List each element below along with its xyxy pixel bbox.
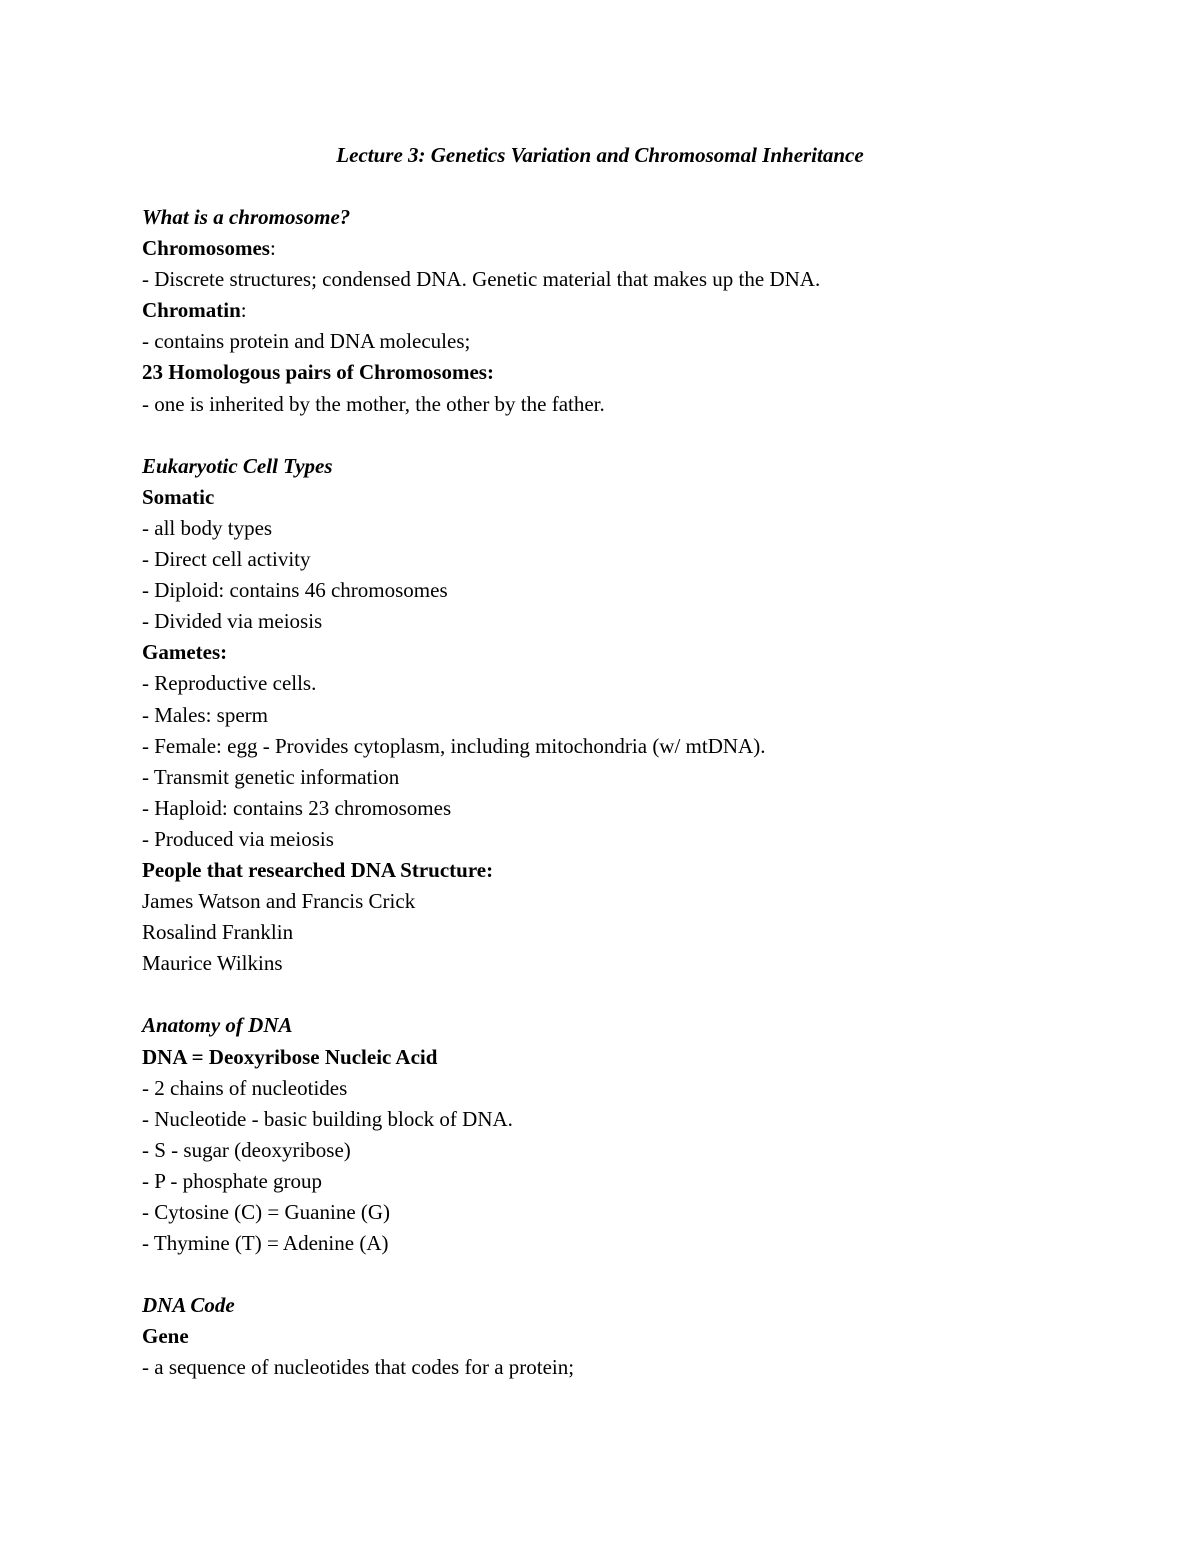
list-item: - Nucleotide - basic building block of DNA. xyxy=(142,1106,513,1131)
document-body xyxy=(142,202,1102,1384)
term-somatic: Somatic xyxy=(142,484,215,509)
term-line-chromosomes xyxy=(142,233,1102,264)
term-chromatin: Chromatin xyxy=(142,298,241,323)
list-item: - Cytosine (C) = Guanine (G) xyxy=(142,1200,391,1224)
section-heading-dna-code: DNA Code xyxy=(142,1293,235,1318)
list-item: - Reproductive cells. xyxy=(142,671,317,696)
term-chromosomes: Chromosomes xyxy=(142,236,270,261)
term-homologous-pairs: 23 Homologous pairs of Chromosomes: xyxy=(142,360,494,385)
list-item: - Divided via meiosis xyxy=(142,609,323,634)
researcher-name: James Watson and Francis Crick xyxy=(142,889,416,914)
document-title: Lecture 3: Genetics Variation and Chromosomal Inheritance xyxy=(336,143,864,167)
researcher-name: Maurice Wilkins xyxy=(142,951,283,976)
term-gene: Gene xyxy=(142,1324,189,1349)
list-item: - Produced via meiosis xyxy=(142,826,334,851)
researcher-name: Rosalind Franklin xyxy=(142,920,294,945)
section-heading-anatomy: Anatomy of DNA xyxy=(142,1013,293,1038)
term-researchers: People that researched DNA Structure: xyxy=(142,857,494,882)
list-item: - Direct cell activity xyxy=(142,547,311,572)
list-item: - all body types xyxy=(142,515,273,540)
list-item: - a sequence of nucleotides that codes for a protein; xyxy=(142,1355,575,1380)
term-gametes: Gametes: xyxy=(142,640,228,665)
list-item: - Diploid: contains 46 chromosomes xyxy=(142,578,448,603)
list-item: - Haploid: contains 23 chromosomes xyxy=(142,795,452,820)
term-colon: : xyxy=(240,298,247,323)
term-line-chromatin xyxy=(142,295,1102,326)
spacer xyxy=(142,979,1102,1010)
section-heading-chromosome: What is a chromosome? xyxy=(142,205,351,229)
list-item: - Discrete structures; condensed DNA. Genetic material that makes up the DNA. xyxy=(142,267,821,292)
list-item: - Female: egg - Provides cytoplasm, including mitochondria (w/ mtDNA). xyxy=(142,733,766,758)
list-item: - contains protein and DNA molecules; xyxy=(142,329,471,354)
list-item: - S - sugar (deoxyribose) xyxy=(142,1137,351,1162)
term-dna: DNA = Deoxyribose Nucleic Acid xyxy=(142,1044,438,1069)
list-item: - Thymine (T) = Adenine (A) xyxy=(142,1231,389,1256)
spacer xyxy=(142,420,1102,451)
list-item: - Males: sperm xyxy=(142,702,268,727)
list-item: - one is inherited by the mother, the other by the father. xyxy=(142,391,605,416)
section-heading-cell-types: Eukaryotic Cell Types xyxy=(142,453,333,478)
list-item: - 2 chains of nucleotides xyxy=(142,1075,348,1100)
list-item: - Transmit genetic information xyxy=(142,764,400,789)
term-colon: : xyxy=(269,236,276,261)
list-item: - P - phosphate group xyxy=(142,1168,323,1193)
spacer xyxy=(142,1259,1102,1290)
